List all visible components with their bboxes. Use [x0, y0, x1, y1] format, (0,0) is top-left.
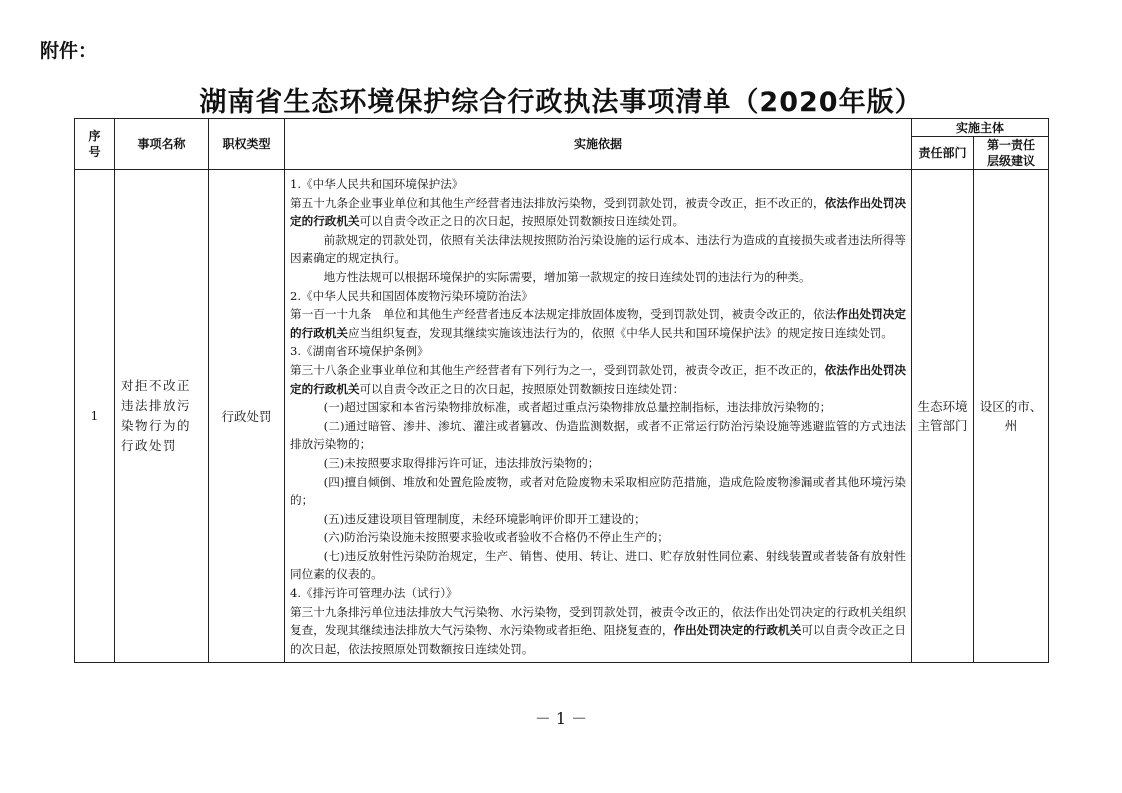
basis-art-119: 第一百一十九条 单位和其他生产经营者违反本法规定排放固体废物，受到罚款处罚，被责令改正的，依法作出处罚决定的行政机关应当组织复查，发现其继续实施该违法行为的，依照《中华人民共和国环境保护法》的规定按日连续处罚。	[290, 307, 906, 340]
basis-item-4: (四)擅自倾倒、堆放和处置危险废物，或者对危险废物未采取相应防范措施，造成危险废物渗漏或者其他环境污染的；	[290, 474, 906, 508]
basis-item-1: (一)超过国家和本省污染物排放标准，或者超过重点污染物排放总量控制指标，违法排放污染物的；	[323, 400, 832, 415]
basis-law-2: 2.《中华人民共和国固体废物污染环境防治法》	[290, 288, 533, 303]
basis-item-7: (七)违反放射性污染防治规定，生产、销售、使用、转让、进口、贮存放射性同位素、射线装置或者装备有放射性同位素的仪表的。	[290, 548, 906, 582]
basis-para-3: 地方性法规可以根据环境保护的实际需要，增加第一款规定的按日连续处罚的违法行为的种类。	[323, 269, 811, 284]
row-responsible-level: 设区的市、州	[974, 170, 1049, 663]
row-power-type: 行政处罚	[209, 170, 285, 663]
basis-item-2: (二)通过暗管、渗井、渗坑、灌注或者篡改、伪造监测数据，或者不正常运行防治污染设施等逃避监管的方式违法排放污染物的；	[290, 418, 906, 452]
basis-law-4: 4.《排污许可管理办法（试行）》	[290, 586, 458, 601]
row-seq: 1	[75, 170, 115, 663]
row-item-name: 对拒不改正违法排放污染物行为的行政处罚	[115, 170, 209, 663]
header-seq: 序号	[75, 119, 115, 170]
enforcement-items-table	[74, 118, 1049, 663]
basis-law-3: 3.《湖南省环境保护条例》	[290, 344, 429, 359]
basis-art-39: 第三十九条排污单位违法排放大气污染物、水污染物，受到罚款处罚，被责令改正的，依法作出处罚决定的行政机关组织复查，发现其继续违法排放大气污染物、水污染物或者拒绝、阻挠复查的，作出处罚决定的行政机关可以自责令改正之日的次日起，依法按照原处罚数额按日连续处罚。	[290, 604, 906, 656]
table-row	[75, 170, 1049, 663]
basis-item-3: (三)未按照要求取得排污许可证，违法排放污染物的；	[323, 455, 600, 470]
row-basis	[285, 170, 912, 663]
basis-art-38: 第三十八条企业事业单位和其他生产经营者有下列行为之一，受到罚款处罚，被责令改正，拒不改正的，依法作出处罚决定的行政机关可以自责令改正之日的次日起，按照原处罚数额按日连续处罚：	[290, 362, 906, 396]
row-responsible-dept: 生态环境主管部门	[912, 170, 974, 663]
header-level: 第一责任层级建议	[974, 137, 1049, 170]
page-number: － 1 －	[534, 709, 588, 728]
header-type: 职权类型	[209, 119, 285, 170]
basis-art-59: 第五十九条企业事业单位和其他生产经营者违法排放污染物，受到罚款处罚，被责令改正，拒不改正的，依法作出处罚决定的行政机关可以自责令改正之日的次日起，按照原处罚数额按日连续处罚。	[290, 195, 906, 229]
header-subject: 实施主体	[912, 119, 1049, 137]
basis-para-2: 前款规定的罚款处罚，依照有关法律法规按照防治污染设施的运行成本、违法行为造成的直接损失或者违法所得等因素确定的规定执行。	[290, 232, 906, 266]
header-basis: 实施依据	[285, 119, 912, 170]
basis-item-5: (五)违反建设项目管理制度，未经环境影响评价即开工建设的；	[323, 511, 646, 526]
header-name: 事项名称	[115, 119, 209, 170]
basis-item-6: (六)防治污染设施未按照要求验收或者验收不合格仍不停止生产的；	[323, 530, 669, 545]
attachment-label: 附件：	[40, 40, 98, 62]
basis-law-1: 1.《中华人民共和国环境保护法》	[290, 177, 464, 191]
page-title: 湖南省生态环境保护综合行政执法事项清单（2020年版）	[199, 87, 923, 118]
header-dept: 责任部门	[912, 137, 974, 170]
